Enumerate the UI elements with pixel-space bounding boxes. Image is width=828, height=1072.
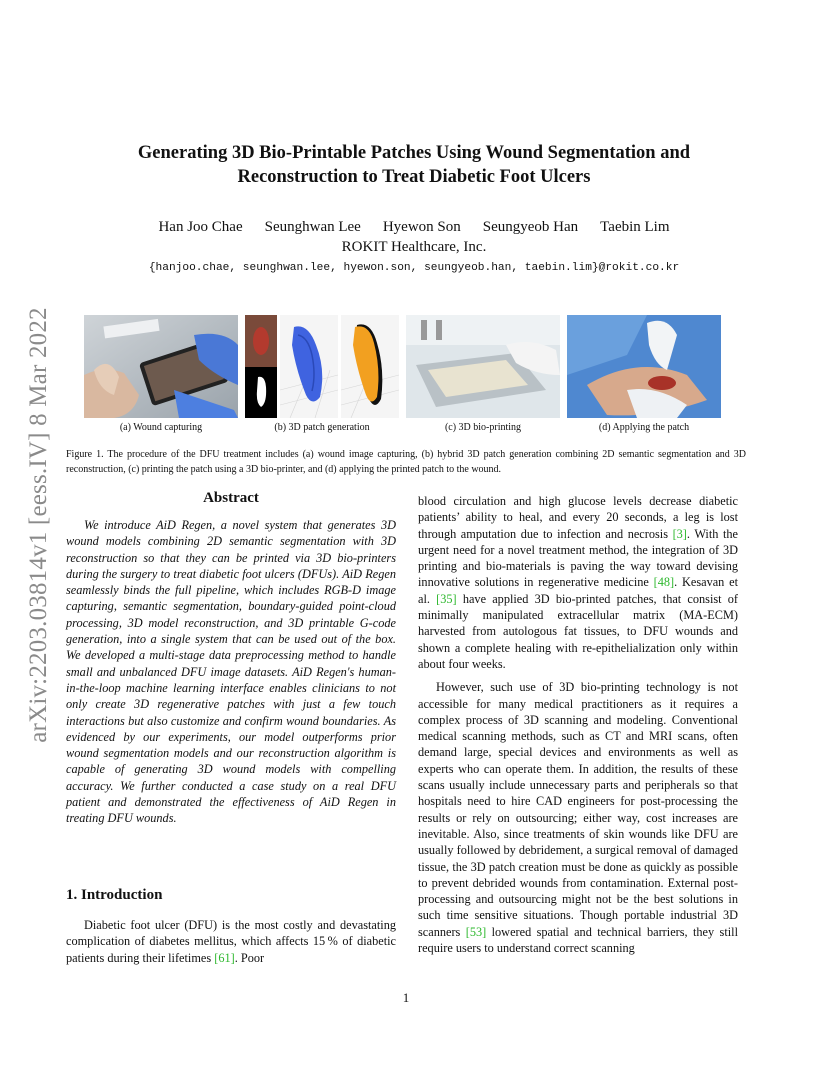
wound-photo-image [245,315,277,418]
subcaption-b: (b) 3D patch generation [274,422,370,433]
figure-caption: Figure 1. The procedure of the DFU treatment includes (a) wound image capturing, (b) hybrid 3D patch generation combining 2D semantic segmentation and 3D reconstruction, (c) printing the patch using a 3D bio-printer, and (d) applying the printed patch to the wound. [66,449,746,475]
body-text: . With the urgent need for a novel treatment method, the integration of 3D printing and bio-materials is paving the way toward devising innovative solutions in regenerative medicine [418,526,738,590]
citation-link[interactable]: [48] [653,575,675,590]
subcaption-d: (d) Applying the patch [598,422,690,433]
intro-text: . Poor [234,950,265,965]
body-text: blood circulation and high glucose levels decrease diabetic patients’ ability to heal, and every 20 seconds, a leg is lost through amputation due to infection and necrosis [418,494,738,541]
arxiv-stamp [18,290,60,760]
intro-text: Diabetic foot ulcer (DFU) is the most costly and devastating complication of diabetes mellitus, which affects 15 % of diabetic patients during their lifetimes [66,918,396,965]
intro-paragraph [66,917,396,966]
applying-patch-image [567,315,721,418]
abstract-text: We introduce AiD Regen, a novel system that generates 3D wound models combining 2D semantic segmentation with 3D reconstruction so that they can be printed via 3D bio-printers during the surgery to treat diabetic foot ulcers (DFUs). AiD Regen seamlessly binds the full pipeline, which includes RGB-D image capturing, semantic segmentation, boundary-guided point-cloud processing, 3D model reconstruction, and 3D printable G-code generation, into a single system that can be used out of the box. We developed a multi-stage data preprocessing method to handle small and unbalanced DFU image datasets. AiD Regen's human-in-the-loop machine learning interface enables clinicians to not only create 3D regenerative patches with just a few touch interactions but also customize and confirm wound boundaries. As evidenced by our experiments, our model outperforms prior wound segmentation models and our reconstruction algorithm is capable of generating 3D wound models with compelling accuracy. We further conducted a case study on a real DFU patient and demonstrated the effectiveness of AiD Regen in treating DFU wounds. [66,518,396,826]
subcaption-c: (c) 3D bio-printing [444,422,522,433]
body-text: lowered spatial and technical barriers, they still require users to understand correct scanning [418,924,738,956]
3d-wound-mesh-image [280,315,338,418]
citation-link[interactable]: [35] [436,591,457,606]
arxiv-stamp-text: arXiv:2203.03814v1 [eess.IV] 8 Mar 2022 [25,307,52,743]
wound-capturing-image [84,315,238,418]
subcaption-a: (a) Wound capturing [119,422,203,433]
author-list [86,219,742,236]
body-paragraph [418,493,738,672]
author: Seunghwan Lee [264,219,361,235]
body-paragraph [418,679,738,956]
citation-link[interactable]: [3] [672,526,687,541]
abstract-heading: Abstract [203,490,259,506]
body-text: have applied 3D bio-printed patches, that consist of minimally manipulated extracellular matrix (MA-ECM) harvested from autologous fat tissues, to DFU wounds and shown a complete healing with re-epithelialization only within about four weeks. [418,591,738,671]
author: Han Joo Chae [158,219,243,235]
author: Hyewon Son [382,219,461,235]
body-text: However, such use of 3D bio-printing technology is not accessible for many medical practitioners as it requires a complex process of 3D scanning and modeling. Conventional medical scanning methods, such as CT and MRI scans, often demand large, special devices and environments as well as experts who can operate them. In addition, the results of these scans usually include unnecessary parts and peripherals so that hospitals need to hire CAD engineers for post-processing the results or rely on outsourcing; either way, cost increases are inevitable. Also, since treatments of skin wounds like DFU are usually followed by debridement, a surgical removal of damaged tissue, the 3D patch creation must be done as quickly as possible to prevent debrided wounds from contamination. External post-processing and outsourcing might not be the best solutions in such time sensitive situations. Though portable industrial 3D scanners [418,680,738,939]
3d-patch-model-image [341,315,399,418]
page-number: 1 [402,990,410,1005]
body-text: . Kesavan et al. [418,575,738,606]
affiliation: ROKIT Healthcare, Inc. [341,239,487,255]
paper-title: Generating 3D Bio-Printable Patches Using Wound Segmentation and Reconstruction to Treat Diabetic Foot Ulcers [137,143,691,187]
citation-link[interactable]: [61] [214,950,235,965]
author: Taebin Lim [600,219,670,235]
intro-heading: 1. Introduction [66,887,163,903]
author: Seungyeob Han [482,219,579,235]
citation-link[interactable]: [53] [465,924,487,939]
right-column [418,493,738,956]
author-emails: {hanjoo.chae, seunghwan.lee, hyewon.son, seungyeob.han, taebin.lim}@rokit.co.kr [148,262,680,274]
bio-printing-image [406,315,560,418]
